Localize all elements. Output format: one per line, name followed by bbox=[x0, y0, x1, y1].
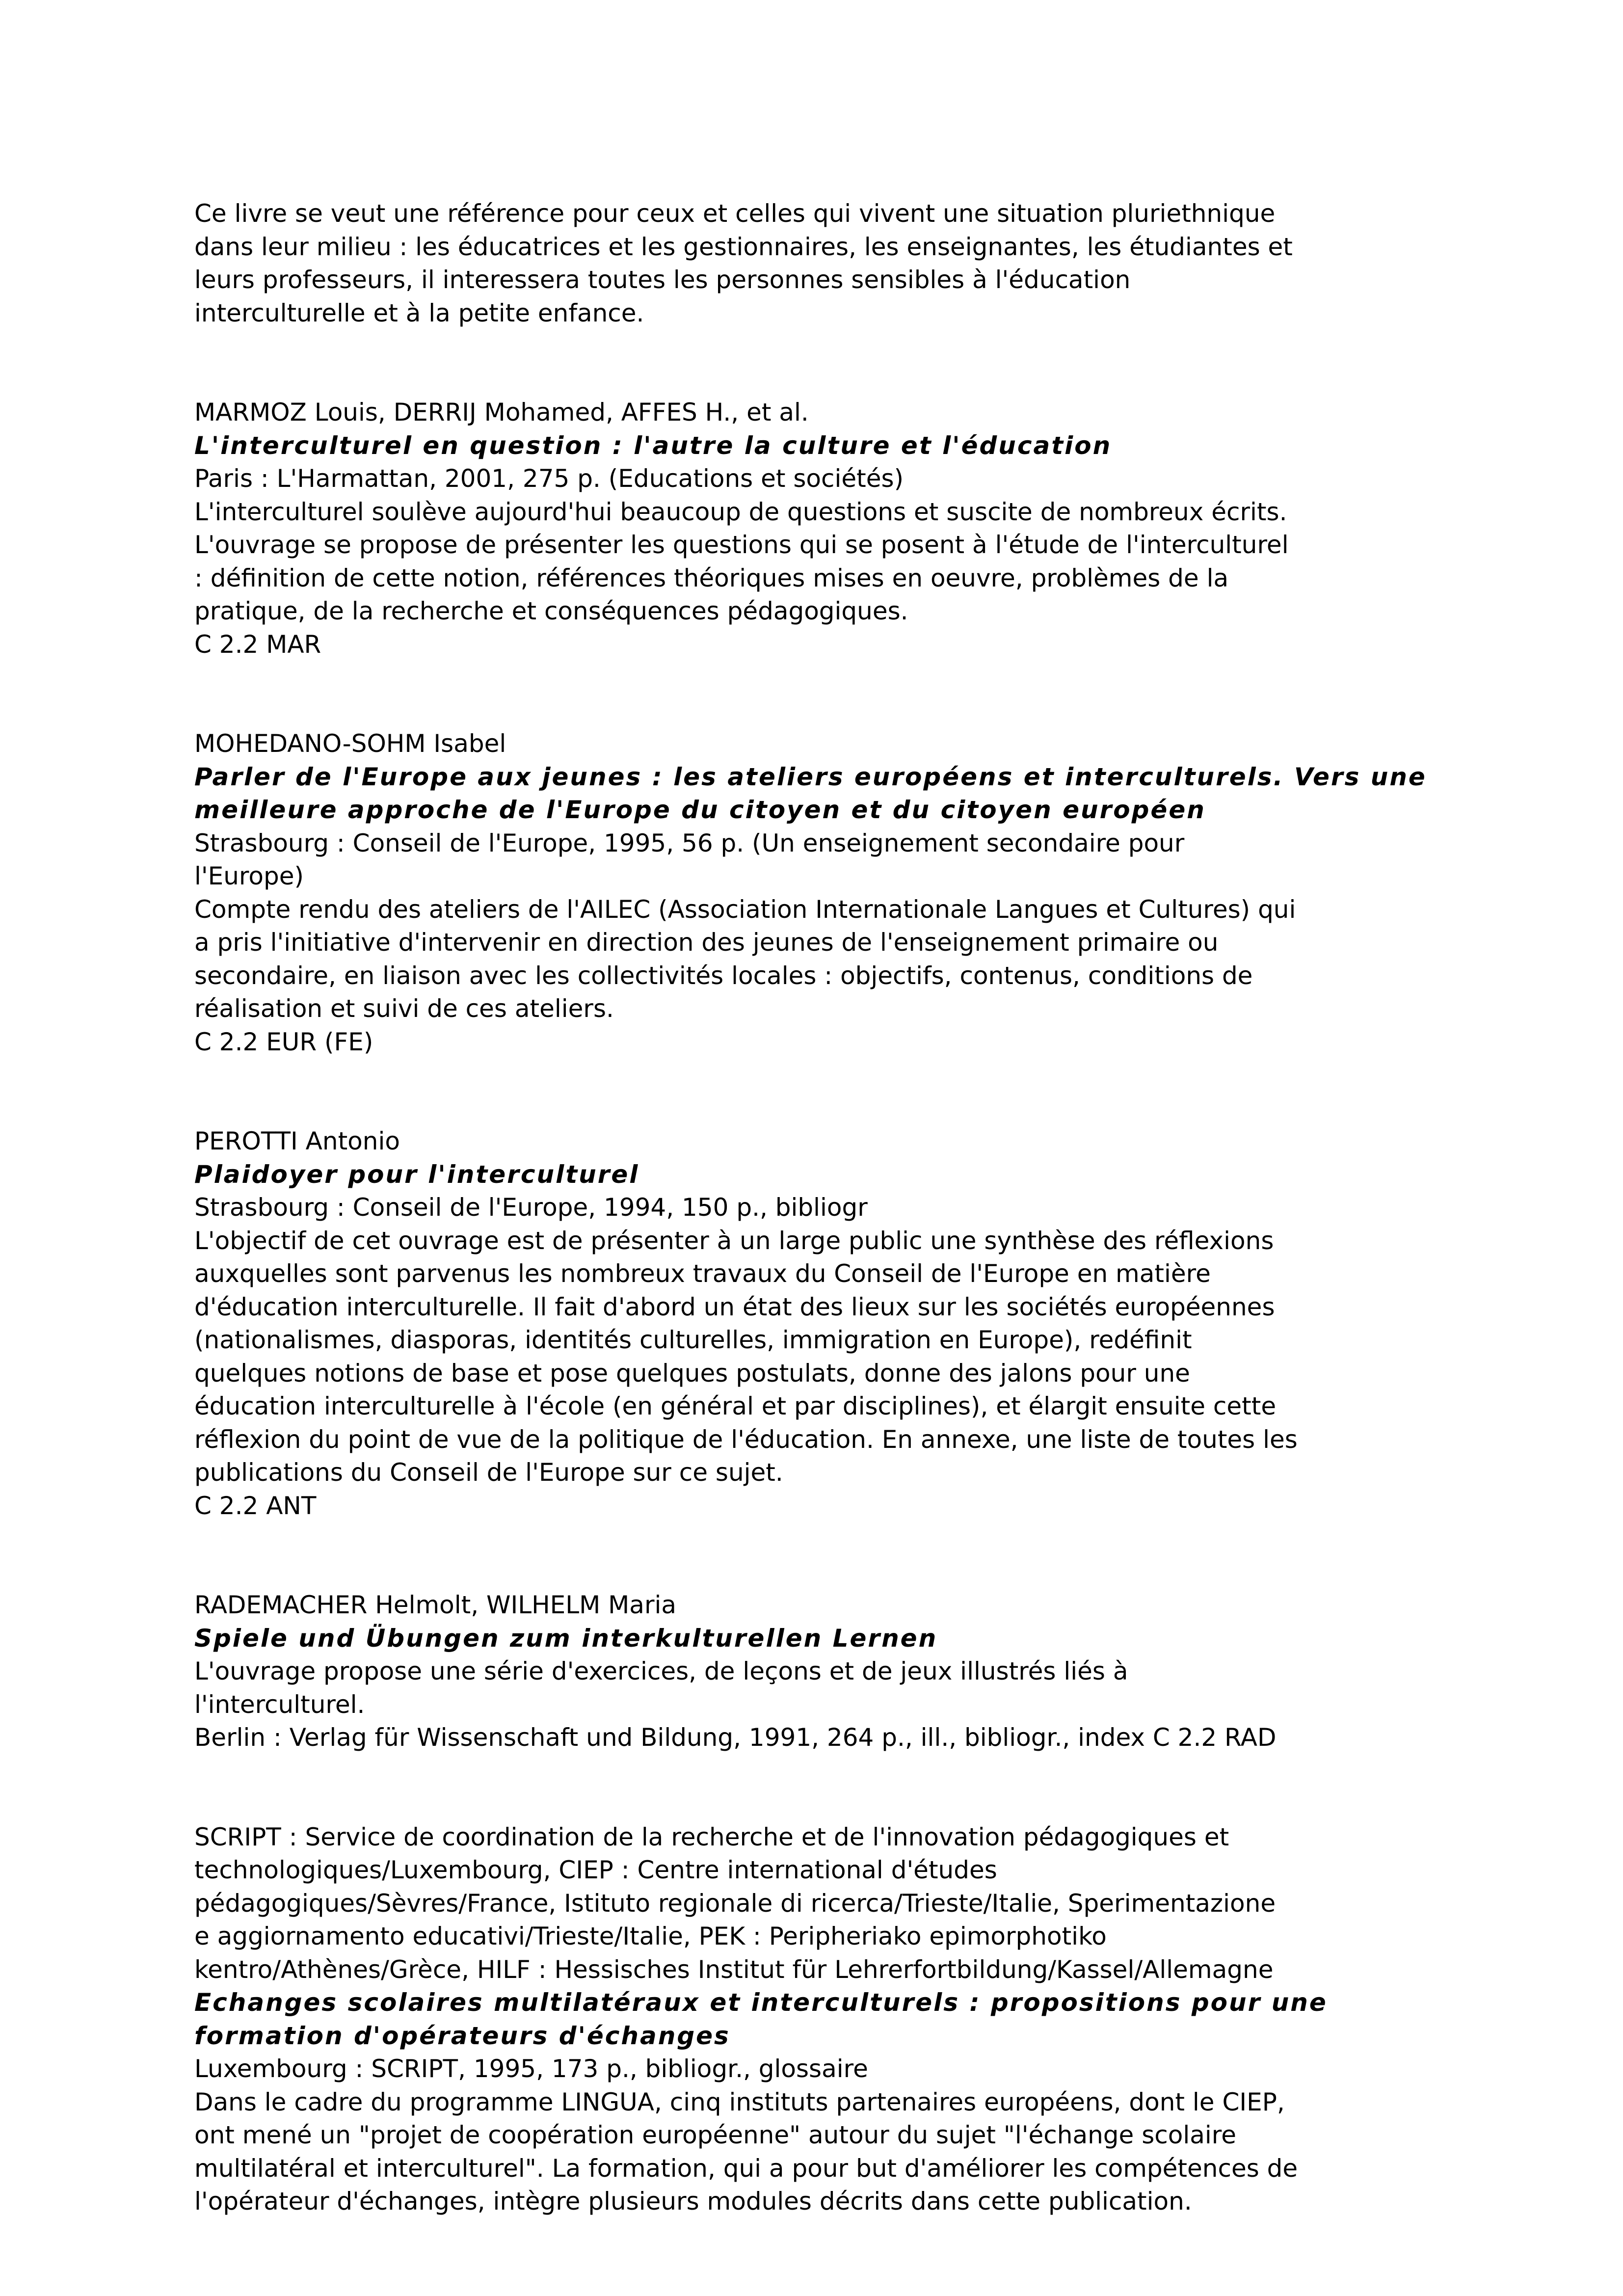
entry-call-number: C 2.2 ANT bbox=[194, 1491, 317, 1520]
entry-text-line: Berlin : Verlag für Wissenschaft und Bildung, 1991, 264 p., ill., bibliogr., index C 2.2 RAD bbox=[194, 1723, 1277, 1752]
entry-text-line: Dans le cadre du programme LINGUA, cinq instituts partenaires européens, dont le CIEP, bbox=[194, 2087, 1285, 2116]
entry-text-line: l'interculturel. bbox=[194, 1690, 365, 1719]
entry-text-line: l'opérateur d'échanges, intègre plusieurs modules décrits dans cette publication. bbox=[194, 2187, 1192, 2216]
entry-authors: technologiques/Luxembourg, CIEP : Centre international d'études bbox=[194, 1856, 997, 1884]
entry-text-line: : définition de cette notion, références théoriques mises en oeuvre, problèmes de la bbox=[194, 563, 1229, 592]
entry-text-line: réalisation et suivi de ces ateliers. bbox=[194, 994, 614, 1023]
entry-authors: pédagogiques/Sèvres/France, Istituto regionale di ricerca/Trieste/Italie, Sperimentazione bbox=[194, 1889, 1276, 1918]
entry-title: L'interculturel en question : l'autre la culture et l'éducation bbox=[194, 431, 1112, 460]
entry-text-line: multilatéral et interculturel". La formation, qui a pour but d'améliorer les compétences de bbox=[194, 2154, 1298, 2183]
intro-line: interculturelle et à la petite enfance. bbox=[194, 298, 644, 327]
entry-text-line: L'ouvrage propose une série d'exercices, de leçons et de jeux illustrés liés à bbox=[194, 1657, 1128, 1685]
entry-text-line: a pris l'initiative d'intervenir en direction des jeunes de l'enseignement primaire ou bbox=[194, 928, 1219, 957]
intro-line: leurs professeurs, il interessera toutes les personnes sensibles à l'éducation bbox=[194, 266, 1131, 294]
bibliography-entry bbox=[194, 727, 1451, 1059]
intro-line: Ce livre se veut une référence pour ceux et celles qui vivent une situation pluriethnique bbox=[194, 199, 1276, 228]
entry-title: Spiele und Übungen zum interkulturellen Lernen bbox=[194, 1624, 938, 1653]
entry-text-line: L'objectif de cet ouvrage est de présenter à un large public une synthèse des réflexions bbox=[194, 1226, 1274, 1255]
entry-text-line: Paris : L'Harmattan, 2001, 275 p. (Educations et sociétés) bbox=[194, 464, 904, 493]
entry-text-line: éducation interculturelle à l'école (en général et par disciplines), et élargit ensuite cette bbox=[194, 1392, 1277, 1420]
intro-line: dans leur milieu : les éducatrices et les gestionnaires, les enseignantes, les étudiantes et bbox=[194, 232, 1293, 261]
entry-authors: SCRIPT : Service de coordination de la recherche et de l'innovation pédagogiques et bbox=[194, 1822, 1229, 1851]
entry-title: Plaidoyer pour l'interculturel bbox=[194, 1160, 639, 1189]
entry-text-line: Strasbourg : Conseil de l'Europe, 1994, 150 p., bibliogr bbox=[194, 1193, 868, 1222]
entry-text-line: auxquelles sont parvenus les nombreux travaux du Conseil de l'Europe en matière bbox=[194, 1259, 1211, 1288]
entry-title: meilleure approche de l'Europe du citoyen et du citoyen européen bbox=[194, 796, 1206, 824]
document-page bbox=[194, 197, 1451, 2218]
entry-text-line: réflexion du point de vue de la politique de l'éducation. En annexe, une liste de toutes les bbox=[194, 1425, 1298, 1454]
bibliography-entry bbox=[194, 396, 1451, 661]
entry-text-line: Strasbourg : Conseil de l'Europe, 1995, 56 p. (Un enseignement secondaire pour bbox=[194, 828, 1185, 857]
entry-text-line: Compte rendu des ateliers de l'AILEC (Association Internationale Langues et Cultures) qui bbox=[194, 895, 1296, 924]
entry-call-number: C 2.2 EUR (FE) bbox=[194, 1027, 373, 1056]
entry-authors: RADEMACHER Helmolt, WILHELM Maria bbox=[194, 1591, 677, 1619]
entry-text-line: d'éducation interculturelle. Il fait d'abord un état des lieux sur les sociétés européennes bbox=[194, 1292, 1275, 1321]
bibliography-entry bbox=[194, 1125, 1451, 1522]
entry-authors: MOHEDANO-SOHM Isabel bbox=[194, 729, 506, 758]
entry-call-number: C 2.2 MAR bbox=[194, 630, 321, 659]
bibliography-entry bbox=[194, 1589, 1451, 1755]
entry-text-line: ont mené un "projet de coopération européenne" autour du sujet "l'échange scolaire bbox=[194, 2121, 1236, 2149]
entry-text-line: quelques notions de base et pose quelques postulats, donne des jalons pour une bbox=[194, 1359, 1190, 1388]
entry-text-line: publications du Conseil de l'Europe sur ce sujet. bbox=[194, 1458, 783, 1487]
entry-text-line: secondaire, en liaison avec les collectivités locales : objectifs, contenus, conditions de bbox=[194, 961, 1253, 990]
entry-title: Echanges scolaires multilatéraux et interculturels : propositions pour une bbox=[194, 1988, 1328, 2017]
entry-title: formation d'opérateurs d'échanges bbox=[194, 2021, 730, 2050]
bibliography-entry bbox=[194, 1821, 1451, 2218]
entry-title: Parler de l'Europe aux jeunes : les ateliers européens et interculturels. Vers une bbox=[194, 762, 1427, 791]
entry-authors: MARMOZ Louis, DERRIJ Mohamed, AFFES H., et al. bbox=[194, 398, 809, 427]
entry-authors: PEROTTI Antonio bbox=[194, 1127, 400, 1155]
entry-text-line: pratique, de la recherche et conséquences pédagogiques. bbox=[194, 597, 908, 625]
entry-text-line: L'ouvrage se propose de présenter les questions qui se posent à l'étude de l'interculturel bbox=[194, 531, 1289, 559]
intro-paragraph bbox=[194, 197, 1451, 330]
entry-text-line: (nationalismes, diasporas, identités culturelles, immigration en Europe), redéfinit bbox=[194, 1326, 1192, 1354]
entry-text-line: Luxembourg : SCRIPT, 1995, 173 p., bibliogr., glossaire bbox=[194, 2055, 868, 2083]
entry-authors: e aggiornamento educativi/Trieste/Italie, PEK : Peripheriako epimorphotiko bbox=[194, 1922, 1107, 1950]
entry-text-line: l'Europe) bbox=[194, 862, 304, 890]
entry-text-line: L'interculturel soulève aujourd'hui beaucoup de questions et suscite de nombreux écrits. bbox=[194, 497, 1287, 526]
entry-authors: kentro/Athènes/Grèce, HILF : Hessisches Institut für Lehrerfortbildung/Kassel/Allemagne bbox=[194, 1955, 1274, 1984]
